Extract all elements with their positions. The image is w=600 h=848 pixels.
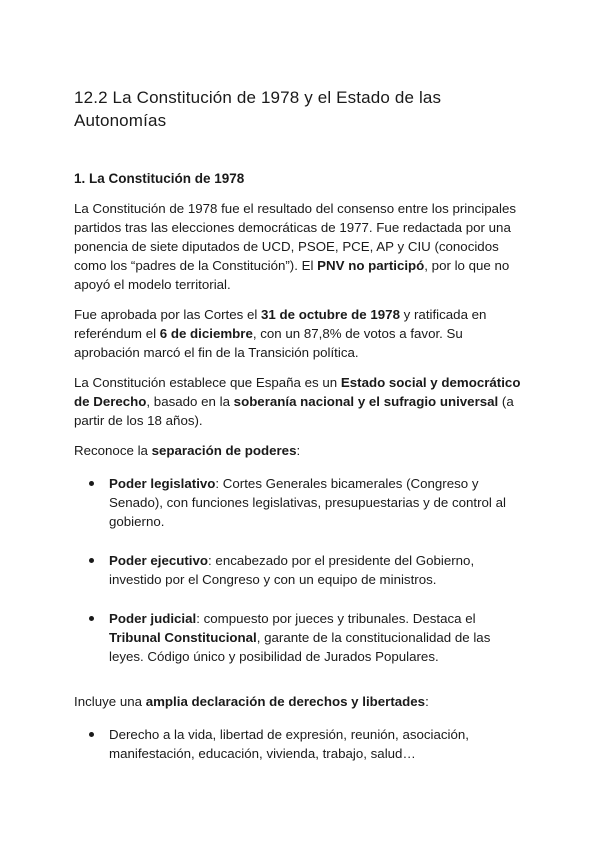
paragraph-text: : compuesto por jueces y tribunales. Destaca el bbox=[196, 611, 476, 626]
paragraph-text: , con un 87,8% de votos a favor. Su aprobación marcó el fin de la Transición política. bbox=[74, 326, 463, 360]
list-item-text bbox=[109, 553, 474, 587]
bold-text: soberanía nacional y el sufragio universal bbox=[233, 394, 499, 409]
paragraph-rights bbox=[74, 692, 526, 711]
powers-list bbox=[74, 474, 526, 666]
paragraph-text: y ratificada en referéndum el bbox=[74, 307, 487, 341]
paragraph-text: La Constitución establece que España es un bbox=[74, 375, 341, 390]
paragraph-text: La Constitución de 1978 fue el resultado del consenso entre los principales partidos tras las elecciones democráticas de 1977. Fue redactada por una ponencia de siete diputados de UCD, PSOE, PCE, AP y CIU (conocidos como los “padres de la Constitución”). El bbox=[74, 201, 517, 273]
bold-text: Tribunal Constitucional bbox=[109, 630, 257, 645]
bullet-icon bbox=[89, 732, 94, 737]
paragraph-text: , basado en la bbox=[146, 394, 234, 409]
bold-text: PNV no participó bbox=[317, 258, 425, 273]
paragraph-text: : encabezado por el presidente del Gobierno, investido por el Congreso y con un equipo de ministros. bbox=[109, 553, 475, 587]
paragraph-state-definition bbox=[74, 373, 526, 430]
bold-text: Poder judicial bbox=[109, 611, 197, 626]
bold-text: amplia declaración de derechos y libertades bbox=[145, 694, 426, 709]
bold-text: Poder ejecutivo bbox=[109, 553, 209, 568]
list-item-text bbox=[109, 476, 506, 529]
list-item bbox=[74, 609, 526, 666]
page-title: 12.2 La Constitución de 1978 y el Estado de las Autonomías bbox=[74, 88, 442, 130]
paragraph-text: Reconoce la bbox=[74, 443, 152, 458]
bullet-icon bbox=[89, 616, 94, 621]
bold-text: Estado social y democrático de Derecho bbox=[74, 375, 521, 409]
bold-text: separación de poderes bbox=[151, 443, 297, 458]
paragraph-text: , garante de la constitucionalidad de las leyes. Código único y posibilidad de Jurados Populares. bbox=[109, 630, 491, 664]
list-item-text: Derecho a la vida, libertad de expresión, reunión, asociación, manifestación, educación, vivienda, trabajo, salud… bbox=[109, 727, 469, 761]
paragraph-text: (a partir de los 18 años). bbox=[74, 394, 514, 428]
document-page bbox=[74, 86, 526, 783]
paragraph-consensus bbox=[74, 199, 526, 294]
list-item bbox=[74, 725, 526, 763]
rights-list bbox=[74, 725, 526, 763]
list-item-text bbox=[109, 611, 490, 664]
paragraph-separation-of-powers bbox=[74, 441, 526, 460]
paragraph-text: , por lo que no apoyó el modelo territorial. bbox=[74, 258, 510, 292]
section-heading: 1. La Constitución de 1978 bbox=[74, 171, 245, 186]
paragraph-text: : bbox=[296, 443, 301, 458]
list-item bbox=[74, 474, 526, 531]
paragraph-approval bbox=[74, 305, 526, 362]
paragraph-text: Fue aprobada por las Cortes el bbox=[74, 307, 262, 322]
bold-text: 31 de octubre de 1978 bbox=[261, 307, 400, 322]
bold-text: 6 de diciembre bbox=[159, 326, 253, 341]
list-item bbox=[74, 551, 526, 589]
paragraph-text: Incluye una bbox=[74, 694, 146, 709]
bullet-icon bbox=[89, 558, 94, 563]
paragraph-text: : bbox=[425, 694, 429, 709]
bullet-icon bbox=[89, 481, 94, 486]
paragraph-text: : Cortes Generales bicamerales (Congreso y Senado), con funciones legislativas, presupuestarias y de control al gobierno. bbox=[109, 476, 506, 529]
bold-text: Poder legislativo bbox=[109, 476, 216, 491]
